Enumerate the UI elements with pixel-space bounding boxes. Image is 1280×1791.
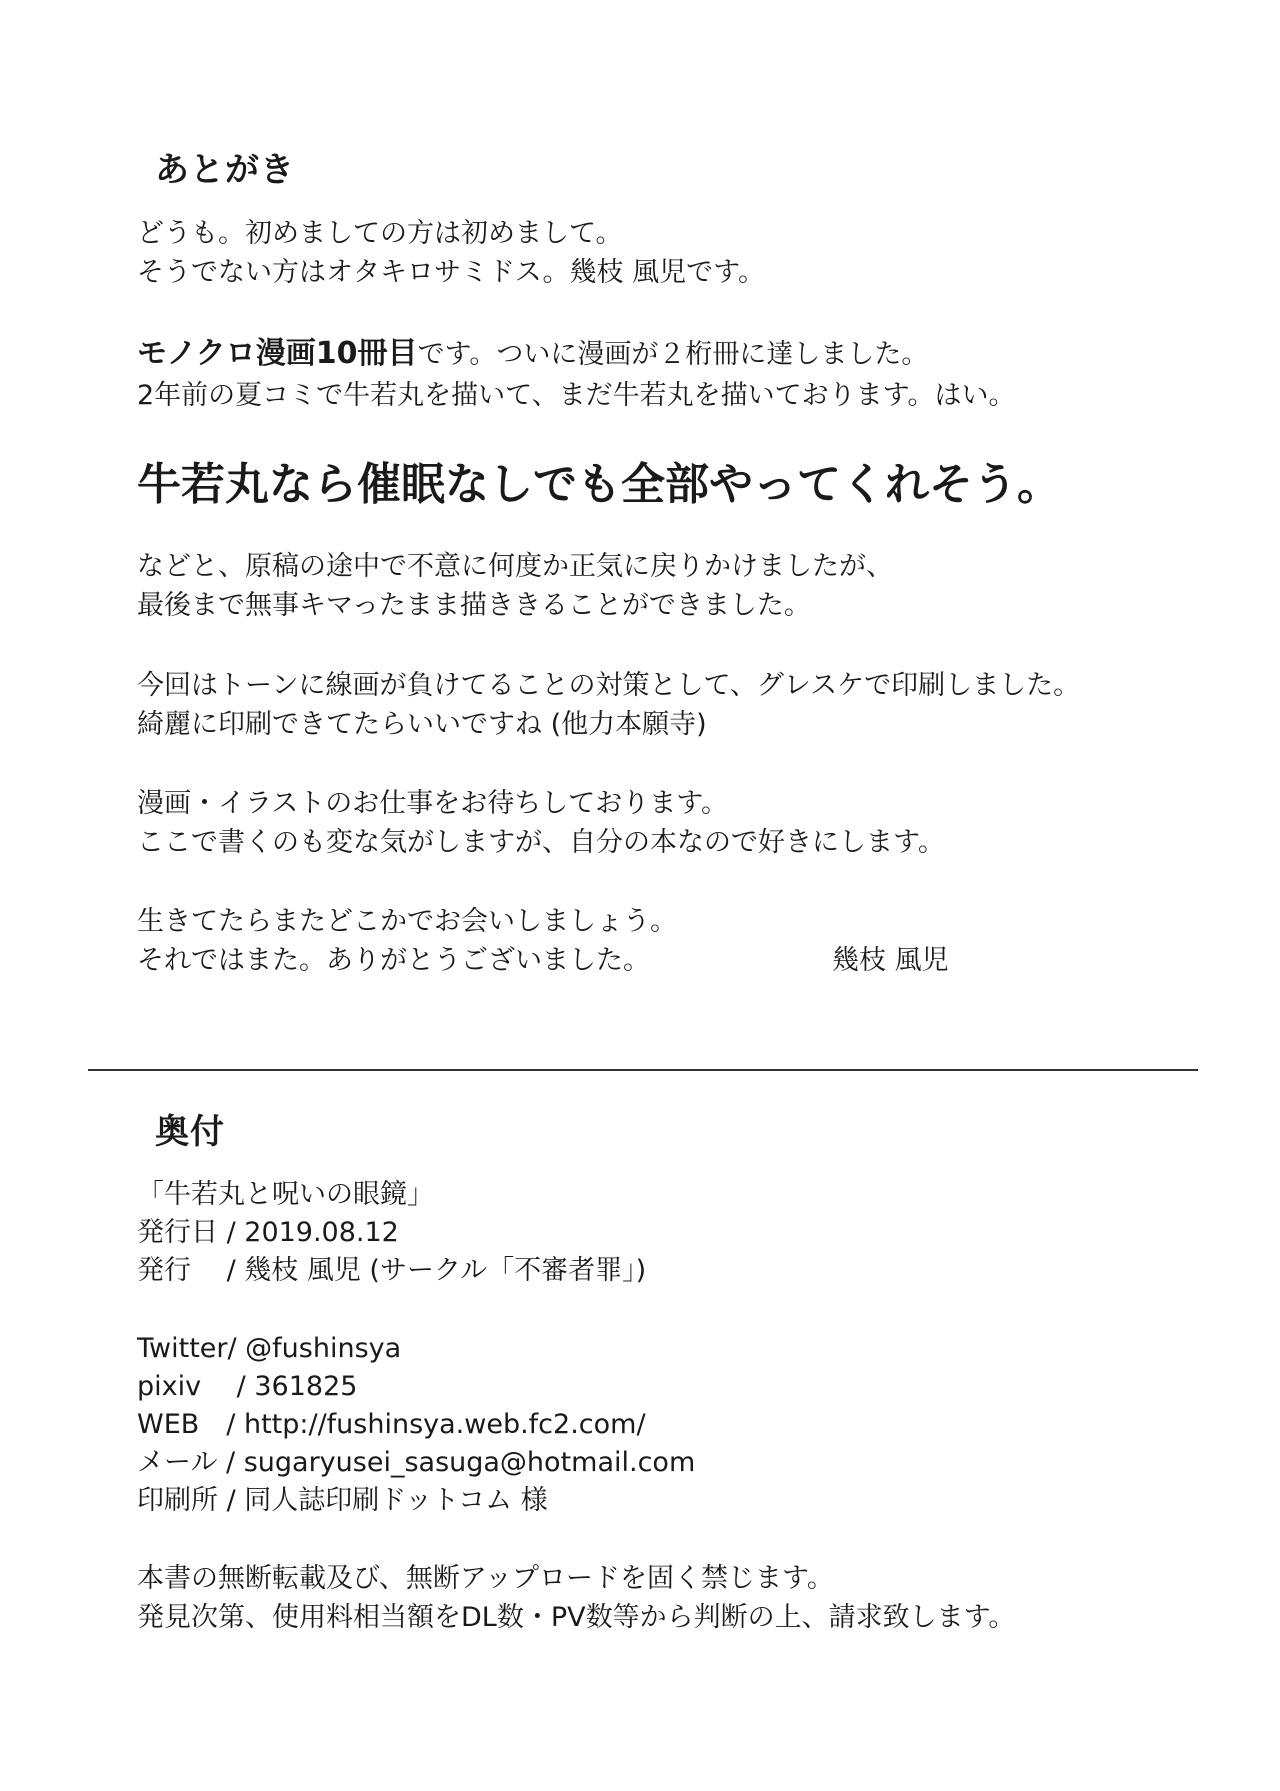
signature: 幾枝 風児 <box>832 945 949 976</box>
paragraph-1-line-2: 最後まで無事キマったまま描ききることができました。 <box>137 590 811 621</box>
publish-date: 発行日 / 2019.08.12 <box>137 1217 399 1248</box>
paragraph-2-line-2: 綺麗に印刷できてたらいいですね (他力本願寺) <box>137 709 707 740</box>
paragraph-1-line-1: などと、原稿の途中で不意に何度か正気に戻りかけましたが、 <box>137 551 893 582</box>
twitter-line: Twitter/ @fushinsya <box>137 1333 402 1364</box>
greeting-line-2: そうでない方はオタキロサミドス。幾枝 風児です。 <box>137 257 765 288</box>
paragraph-3-line-2: ここで書くのも変な気がしますが、自分の本なので好きにします。 <box>137 827 945 858</box>
mail-line: メール / sugaryusei_sasuga@hotmail.com <box>137 1447 696 1478</box>
highlight-line: 牛若丸なら催眠なしでも全部やってくれそう。 <box>137 459 1061 510</box>
notice-line-1: 本書の無断転載及び、無断アップロードを固く禁じます。 <box>137 1563 834 1594</box>
printer-line: 印刷所 / 同人誌印刷ドットコム 様 <box>137 1485 548 1516</box>
greeting-line-1: どうも。初めましての方は初めまして。 <box>137 218 623 249</box>
milestone-rest-text: です。ついに漫画が２桁冊に達しました。 <box>417 339 929 370</box>
milestone-bold-text: モノクロ漫画10冊目 <box>137 336 418 371</box>
paragraph-3-line-1: 漫画・イラストのお仕事をお待ちしております。 <box>137 788 729 819</box>
publisher-line: 発行 / 幾枝 風児 (サークル「不審者罪」) <box>137 1255 647 1286</box>
web-line: WEB / http://fushinsya.web.fc2.com/ <box>137 1409 646 1440</box>
closing-line-1: 生きてたらまたどこかでお会いしましょう。 <box>137 906 677 937</box>
section-divider <box>88 1069 1198 1071</box>
book-title: 「牛若丸と呪いの眼鏡」 <box>137 1179 434 1210</box>
closing-line-2: それではまた。ありがとうございました。 <box>137 945 650 976</box>
milestone-line <box>137 336 928 373</box>
paragraph-2-line-1: 今回はトーンに線画が負けてることの対策として、グレスケで印刷しました。 <box>137 670 1081 701</box>
colophon-heading: 奥付 <box>155 1112 225 1152</box>
notice-line-2: 発見次第、使用料相当額をDL数・PV数等から判断の上、請求致します。 <box>137 1602 1016 1633</box>
pixiv-line: pixiv / 361825 <box>137 1371 358 1402</box>
history-line: 2年前の夏コミで牛若丸を描いて、まだ牛若丸を描いております。はい。 <box>137 380 1016 411</box>
afterword-heading: あとがき <box>155 150 295 190</box>
